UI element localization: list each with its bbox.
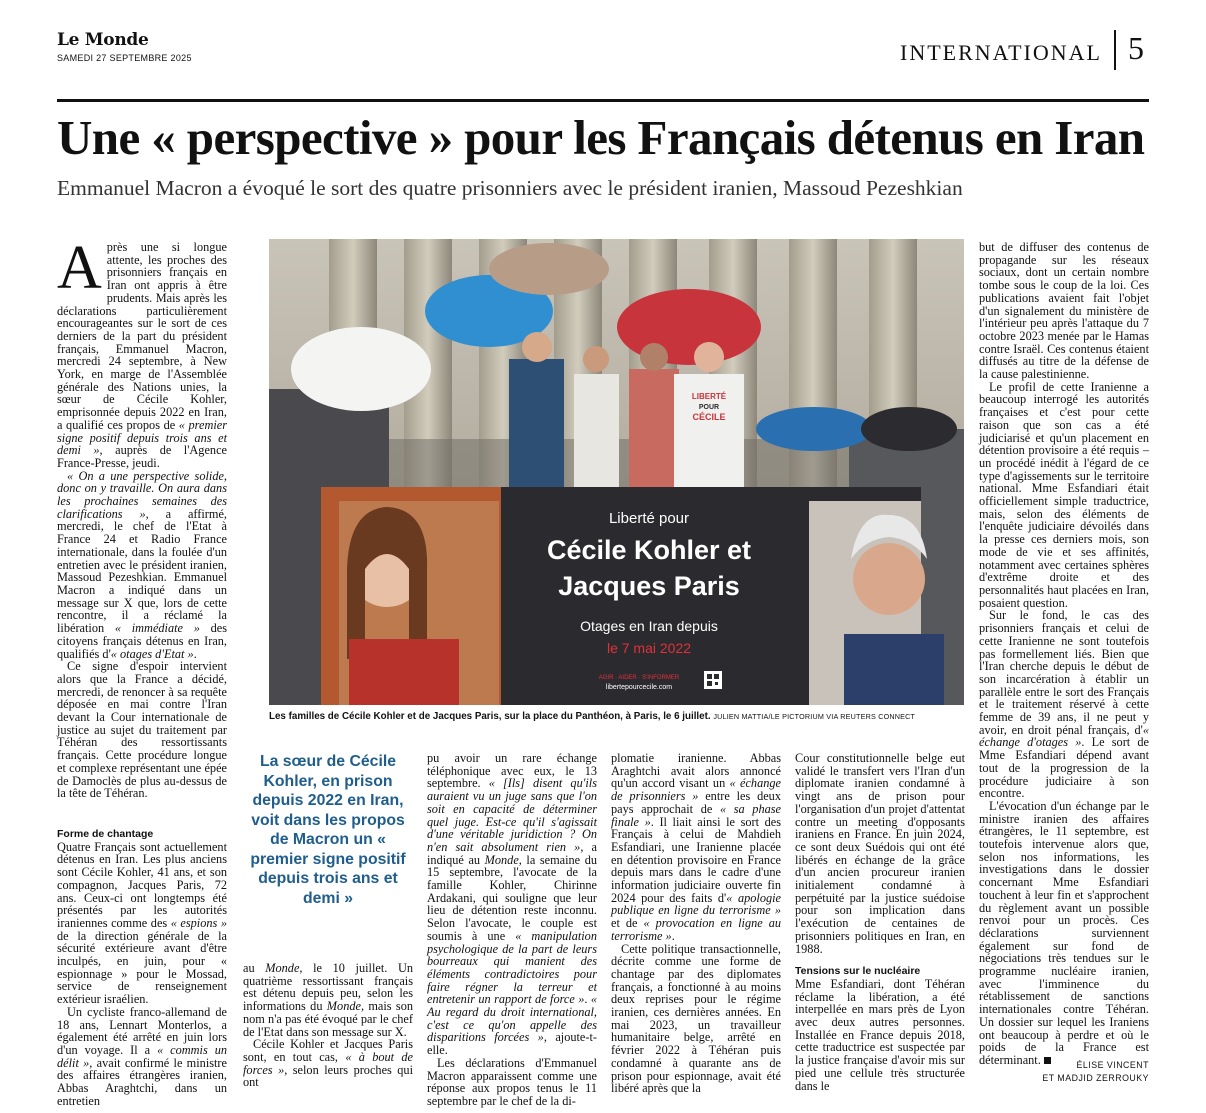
svg-text:libertepourcecile.com: libertepourcecile.com	[605, 684, 673, 691]
byline-author-1: ÉLISE VINCENT	[1076, 1060, 1149, 1070]
header-divider	[1114, 30, 1116, 70]
paragraph: but de diffuser des contenus de propagande sur les réseaux sociaux, dont un certain nombre tombe sous le coup de la loi. Ces publications avaient fait l'objet d'un signalement du ministère de l'intérieur peu après l'attaque du 7 octobre 2023 menée par le Hamas contre Israël. Ces contenus étaient diffusés au titre de la défense de la cause palestinienne.	[979, 240, 1149, 382]
red-umbrella	[617, 289, 761, 365]
paragraph: L'évocation d'un échange par le ministre iranien des affaires étrangères, le 11 septembre, est toutefois intervenue alors que, selon nos informations, les investigations dans le dossier concernant Mme Esfandiari touchent à leur fin et s'approchent du règlement avant un possible renvoi pour un procès. Ces déclarations surviennent également sur fond de négociations très tendues sur le programme nucléaire iranien, avec l'imminence du rétablissement de sanctions internationales contre Téhéran. Un dossier sur lequel les Iraniens ont beaucoup à perdre et où le poids de la France est déterminant.	[979, 798, 1149, 1067]
paragraph: « On a une perspective solide, donc on y travaille. On aura dans les prochaines semaines des clarifications », a affirmé, mercredi, le chef de l'Etat à France 24 et Radio France internationale, dans la foulée d'un entretien avec le président iranien, Massoud Pezeshkian. Emmanuel Macron a indiqué dans un message sur X que, lors de cette rencontre, il a réclamé la libération « immédiate » des citoyens français détenus en Iran, qualifiés d'« otages d'Etat ».	[57, 468, 228, 661]
section-subheading: Forme de chantage	[57, 828, 154, 840]
svg-text:CÉCILE: CÉCILE	[692, 412, 726, 422]
svg-text:AGIR · AIDER · S'INFORMER: AGIR · AIDER · S'INFORMER	[598, 675, 680, 681]
pull-quote: La sœur de Cécile Kohler, en prison depuis 2022 en Iran, voit dans les propos de Macron un « premier signe positif depuis trois ans et demi »	[250, 753, 406, 907]
paragraph: plomatie iranienne. Abbas Araghtchi avait alors annoncé qu'un accord visant un « échange de prisonniers » entre les deux pays approchait de « sa phase finale ». Il liait ainsi le sort des Français à celui de Mahdieh Esfandiari, une Iranienne placée en détention provisoire en France depuis mars dans le cadre d'une information judiciaire ouverte fin 2024 pour des faits d'« apologie publique en ligne du terrorisme » et de « provocation en ligne au terrorisme ».	[611, 751, 782, 943]
drop-cap: A	[57, 234, 102, 302]
svg-text:Otages en Iran depuis: Otages en Iran depuis	[580, 618, 718, 634]
lead-paragraph: Après une si longue attente, les proches des prisonniers français en Iran ont appris à être prudents. Mais après les déclarations particulièrement encourageantes sur le sort de ces derniers de la part du président français, Emmanuel Macron, mercredi 24 septembre, à New York, en marge de l'Assemblée générale des Nations unies, la sœur de Cécile Kohler, emprisonnée depuis 2022 en Iran, a qualifié ces propos de « premier signe positif depuis trois ans et demi », auprès de l'Agence France-Presse, jeudi.	[57, 234, 228, 470]
svg-text:Jacques Paris: Jacques Paris	[558, 571, 740, 601]
article-column-3	[427, 752, 597, 1108]
qr-code	[704, 671, 722, 689]
paragraph: Sur le fond, le cas des prisonniers français et celui de cette Iranienne ne sont toutefois pas formellement liés. Bien que l'Iran cherche depuis le début de son incarcération à établir un parallèle entre le sort des Français et le traitement réservé à cette femme de 39 ans, il ne peut y avoir, en droit pénal français, d'« échange d'otages ». Le sort de Mme Esfandiari dépend avant tout de la progression de la procédure judiciaire à son encontre.	[979, 608, 1149, 801]
article-column-6	[979, 241, 1149, 1067]
paragraph: au Monde, le 10 juillet. Un quatrième ressortissant français est détenu depuis peu, selon les informations du Monde, mais son nom n'a pas été évoqué par le chef de l'Etat dans son message sur X.	[243, 961, 413, 1039]
svg-text:le 7 mai 2022: le 7 mai 2022	[606, 640, 692, 656]
paragraph: pu avoir un rare échange téléphonique avec eux, le 13 septembre. « [Ils] disent qu'ils auraient vu un juge sans que l'on soit en capacité de déterminer quel juge. Est-ce qu'il s'agissait d'une véritable juridiction ? On n'en sait absolument rien », a indiqué au Monde, la semaine du 15 septembre, l'avocate de la famille Kohler, Chirinne Ardakani, qui souligne que leur lieu de détention reste inconnu. Selon l'avocate, le couple est soumis à une « manipulation psychologique de la part de leurs bourreaux qui manient des éléments contradictoires pour faire régner la terreur et entretenir un rapport de force ». « Au regard du droit international, c'est ce qu'on appelle des disparitions forcées », ajoute-t-elle.	[427, 751, 598, 1058]
article-column-1	[57, 234, 228, 801]
section-subheading: Tensions sur le nucléaire	[795, 965, 921, 978]
photo-credit: JULIEN MATTIA/LE PICTORIUM VIA REUTERS CONNECT	[713, 712, 916, 721]
article-column-2	[243, 962, 413, 1089]
article-column-1-lower	[57, 818, 227, 1107]
photo-caption	[269, 711, 964, 723]
paragraph: Cette politique transactionnelle, décrite comme une forme de chantage par des diplomates français, a fonctionné à au moins deux reprises pour le régime iranien, ces dernières années. En mai 2023, un travailleur humanitaire belge, arrêté en février 2022 à Téhéran puis condamné à quarante ans de prison pour espionnage, avait été libéré après que la	[611, 941, 781, 1096]
article-headline: Une « perspective » pour les Français détenus en Iran	[57, 110, 1145, 165]
article-byline	[979, 1059, 1149, 1085]
photo-illustration	[269, 239, 964, 705]
paragraph: Les déclarations d'Emmanuel Macron apparaissent comme une réponse aux propos tenus le 11 septembre par le chef de la di-	[427, 1055, 597, 1108]
portrait-jacques	[853, 543, 925, 615]
svg-text:POUR: POUR	[698, 404, 720, 411]
paragraph: Un cycliste franco-allemand de 18 ans, Lennart Monterlos, a également été arrêté en juin lors d'un voyage. Il a « commis un délit », avait confirmé le ministre des affaires étrangères iranien, Abbas Araghtchi, dans un entretien	[57, 1004, 227, 1108]
paragraph: Mme Esfandiari, dont Téhéran réclame la libération, a été interpellée en mars près de Lyon avec deux autres personnes. Installée en France depuis 2018, cette traductrice est suspectée par la justice française d'avoir mis sur pied une cellule très structurée dans le	[795, 976, 965, 1093]
paragraph: Cécile Kohler et Jacques Paris sont, en tout cas, « à bout de forces », selon leurs proches qui ont	[243, 1037, 413, 1090]
top-rule	[57, 99, 1149, 102]
caption-text: Les familles de Cécile Kohler et de Jacques Paris, sur la place du Panthéon, à Paris, le 6 juillet.	[269, 711, 711, 722]
issue-date: SAMEDI 27 SEPTEMBRE 2025	[57, 53, 192, 63]
svg-text:LIBERTÉ: LIBERTÉ	[691, 392, 727, 401]
article-column-5	[795, 752, 965, 1092]
paragraph: Quatre Français sont actuellement détenus en Iran. Les plus anciens sont Cécile Kohler, 41 ans, et son compagnon, Jacques Paris, 72 ans. Ceux-ci ont longtemps été présentés par les autorités iraniennes comme des « espions » de la direction générale de la sécurité extérieure avant d'être inculpés, en juin, pour « espionnage » pour le Mossad, service de renseignement extérieur israélien.	[57, 839, 227, 1007]
byline-author-2: ET MADJID ZERROUKY	[1042, 1073, 1149, 1083]
newspaper-logo: Le Monde	[57, 30, 149, 50]
paragraph: Ce signe d'espoir intervient alors que la France a décidé, mercredi, de renoncer à sa requête déposée en mai contre l'Iran devant la Cour internationale de justice au sujet du traitement par Téhéran des ressortissants français. Cette procédure longue et complexe représentant une épée de Damoclès de plus au-dessus de la tête de Téhéran.	[57, 659, 227, 801]
article-column-4	[611, 752, 781, 1095]
section-title: INTERNATIONAL	[900, 40, 1102, 65]
paragraph: Cour constitutionnelle belge eut validé le transfert vers l'Iran d'un diplomate iranien condamné à vingt ans de prison pour l'organisation d'un projet d'attentat contre un meeting d'opposants iraniens en France. En juin 2024, ce sont deux Suédois qui ont été libérés en échange de la grâce d'un ancien procureur iranien initialement condamné à perpétuité par la justice suédoise pour son implication dans l'exécution de centaines de prisonniers politiques en Iran, en 1988.	[795, 751, 965, 956]
paragraph: Le profil de cette Iranienne a beaucoup interrogé les autorités françaises et c'est pour cette raison que son cas a été judiciarisé et qu'un placement en détention provisoire a été requis – un procédé inédit à l'égard de ce type d'agissements sur le territoire national. Mme Esfandiari était officiellement simple traductrice, mais, selon des éléments de l'enquête judiciaire dévoilés dans la presse ces derniers mois, son mode de vie et ses affinités, notamment avec certaines sphères d'extrême droite et des personnalités haut placées en Iran, posaient question.	[979, 379, 1149, 610]
page-number: 5	[1128, 30, 1144, 66]
svg-text:Cécile Kohler et: Cécile Kohler et	[546, 535, 752, 565]
svg-text:Liberté pour: Liberté pour	[608, 510, 690, 527]
article-photo	[269, 239, 964, 705]
article-standfirst: Emmanuel Macron a évoqué le sort des quatre prisonniers avec le président iranien, Massoud Pezeshkian	[57, 176, 963, 200]
